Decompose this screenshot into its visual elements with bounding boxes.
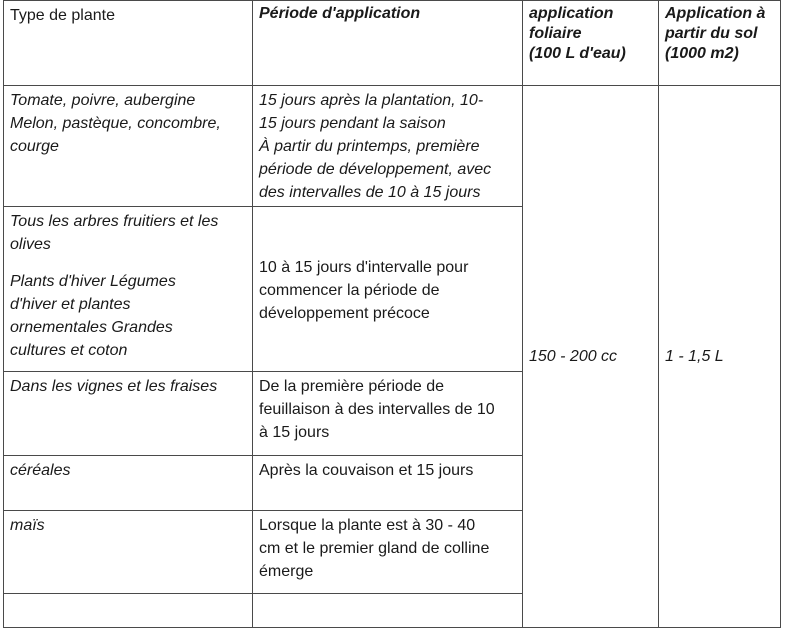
soil-value-cell: 1 - 1,5 L xyxy=(659,86,781,628)
period-cell: De la première période de feuillaison à des intervalles de 10 à 15 jours xyxy=(253,372,523,456)
header-plant-type: Type de plante xyxy=(4,1,253,86)
header-foliar: application foliaire (100 L d'eau) xyxy=(523,1,659,86)
plant-cell: Tous les arbres fruitiers et les olives Plants d'hiver Légumes d'hiver et plantes ornementales Grandes cultures et coton xyxy=(4,207,253,372)
header-period: Période d'application xyxy=(253,1,523,86)
period-cell: Lorsque la plante est à 30 - 40 cm et le premier gland de colline émerge xyxy=(253,511,523,594)
plant-cell: céréales xyxy=(4,456,253,511)
header-row xyxy=(4,1,781,86)
period-cell: 15 jours après la plantation, 10- 15 jours pendant la saison À partir du printemps, première période de développement, avec des intervalles de 10 à 15 jours xyxy=(253,86,523,207)
period-cell: 10 à 15 jours d'intervalle pour commencer la période de développement précoce xyxy=(253,207,523,372)
header-soil: Application à partir du sol (1000 m2) xyxy=(659,1,781,86)
application-table xyxy=(3,0,781,628)
empty-cell xyxy=(253,594,523,628)
plant-cell: Dans les vignes et les fraises xyxy=(4,372,253,456)
plant-cell: Tomate, poivre, aubergine Melon, pastèque, concombre, courge xyxy=(4,86,253,207)
table-row xyxy=(4,86,781,207)
plant-cell: maïs xyxy=(4,511,253,594)
period-cell: Après la couvaison et 15 jours xyxy=(253,456,523,511)
foliar-value-cell: 150 - 200 cc xyxy=(523,86,659,628)
empty-cell xyxy=(4,594,253,628)
